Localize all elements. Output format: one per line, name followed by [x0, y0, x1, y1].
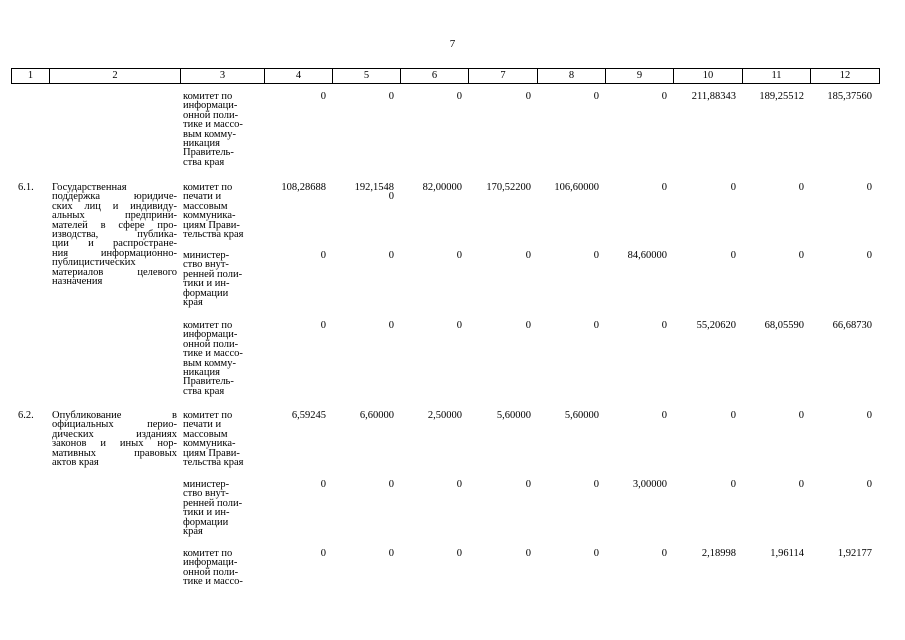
- value-col-9: 0: [661, 320, 667, 331]
- value-col-6: 2,50000: [427, 410, 462, 421]
- value-col-10: 0: [730, 182, 736, 193]
- value-col-9: 0: [661, 91, 667, 102]
- value-col-10: 0: [730, 250, 736, 261]
- value-col-7: 0: [525, 91, 531, 102]
- header-cell-1: 1: [12, 69, 50, 83]
- row-number: 6.1.: [18, 182, 34, 193]
- value-col-7: 0: [525, 320, 531, 331]
- value-col-12: 0: [866, 479, 872, 490]
- value-col-5: 0: [388, 548, 394, 559]
- value-col-11: 0: [798, 182, 804, 193]
- value-col-7: 0: [525, 548, 531, 559]
- value-col-12: 0: [866, 182, 872, 193]
- value-col-5: 0: [388, 250, 394, 261]
- value-col-9: 3,00000: [632, 479, 667, 490]
- value-col-8: 5,60000: [564, 410, 599, 421]
- header-cell-7: 7: [469, 69, 538, 83]
- value-col-4: 0: [320, 548, 326, 559]
- value-col-5: 6,60000: [359, 410, 394, 421]
- value-col-5: 0: [388, 91, 394, 102]
- value-col-8: 0: [593, 548, 599, 559]
- executor: министер- ство внут- ренней поли- тики и ин- формации края: [183, 250, 243, 309]
- value-col-12: 0: [866, 250, 872, 261]
- header-cell-3: 3: [181, 69, 265, 83]
- value-col-12: 0: [866, 410, 872, 421]
- executor: комитет по печати и массовым коммуника- циям Прави- тельства края: [183, 182, 244, 241]
- value-col-11: 68,05590: [764, 320, 804, 331]
- value-col-11: 189,25512: [759, 91, 804, 102]
- value-col-10: 0: [730, 410, 736, 421]
- value-col-8: 0: [593, 479, 599, 490]
- value-col-6: 82,00000: [422, 182, 462, 193]
- row-name: Государственная поддержка юридиче- ских лиц и индивиду- альных предприни- мателей в сфере про- изводства, публика- ции и распростране- ния информационно- публицистических материалов целевого назначения: [52, 182, 177, 288]
- value-col-6: 0: [456, 479, 462, 490]
- executor: комитет по информаци- онной поли- тике и массо- вым комму- никация Правитель- ства края: [183, 320, 243, 397]
- value-col-8: 0: [593, 250, 599, 261]
- value-col-4: 0: [320, 250, 326, 261]
- value-col-11: 1,96114: [770, 548, 804, 559]
- value-col-10: 0: [730, 479, 736, 490]
- value-col-8: 106,60000: [554, 182, 599, 193]
- value-col-12: 66,68730: [832, 320, 872, 331]
- value-col-11: 0: [798, 250, 804, 261]
- table-header: [11, 68, 880, 84]
- value-col-10: 211,88343: [691, 91, 736, 102]
- value-col-7: 0: [525, 479, 531, 490]
- value-col-6: 0: [456, 250, 462, 261]
- value-col-4: 0: [320, 320, 326, 331]
- value-col-5: 0: [388, 479, 394, 490]
- value-col-7: 5,60000: [496, 410, 531, 421]
- value-col-10: 2,18998: [701, 548, 736, 559]
- value-col-12: 1,92177: [837, 548, 872, 559]
- header-cell-2: 2: [50, 69, 181, 83]
- header-cell-4: 4: [265, 69, 333, 83]
- value-col-8: 0: [593, 91, 599, 102]
- row-name: Опубликование в официальных перио- дических изданиях законов и иных нор- мативных правовых актов края: [52, 410, 177, 469]
- value-col-9: 0: [661, 410, 667, 421]
- value-col-8: 0: [593, 320, 599, 331]
- value-col-5: 192,1548 0: [354, 182, 394, 203]
- value-col-6: 0: [456, 320, 462, 331]
- page-number: 7: [449, 38, 456, 50]
- value-col-11: 0: [798, 410, 804, 421]
- executor: комитет по печати и массовым коммуника- циям Прави- тельства края: [183, 410, 244, 469]
- header-cell-10: 10: [674, 69, 743, 83]
- value-col-9: 84,60000: [627, 250, 667, 261]
- header-cell-11: 11: [743, 69, 811, 83]
- header-cell-9: 9: [606, 69, 674, 83]
- value-col-9: 0: [661, 548, 667, 559]
- value-col-4: 108,28688: [281, 182, 326, 193]
- value-col-11: 0: [798, 479, 804, 490]
- row-number: 6.2.: [18, 410, 34, 421]
- value-col-5: 0: [388, 320, 394, 331]
- value-col-9: 0: [661, 182, 667, 193]
- header-cell-6: 6: [401, 69, 469, 83]
- header-cell-12: 12: [839, 70, 851, 81]
- value-col-6: 0: [456, 548, 462, 559]
- executor: комитет по информаци- онной поли- тике и массо-: [183, 548, 243, 588]
- executor: министер- ство внут- ренней поли- тики и ин- формации края: [183, 479, 243, 538]
- header-cell-5: 5: [333, 69, 401, 83]
- value-col-10: 55,20620: [696, 320, 736, 331]
- value-col-4: 0: [320, 91, 326, 102]
- value-col-7: 170,52200: [486, 182, 531, 193]
- header-cell-8: 8: [538, 69, 606, 83]
- value-col-4: 0: [320, 479, 326, 490]
- value-col-4: 6,59245: [291, 410, 326, 421]
- value-col-6: 0: [456, 91, 462, 102]
- value-col-12: 185,37560: [827, 91, 872, 102]
- value-col-7: 0: [525, 250, 531, 261]
- executor: комитет по информаци- онной поли- тике и массо- вым комму- никация Правитель- ства края: [183, 91, 243, 168]
